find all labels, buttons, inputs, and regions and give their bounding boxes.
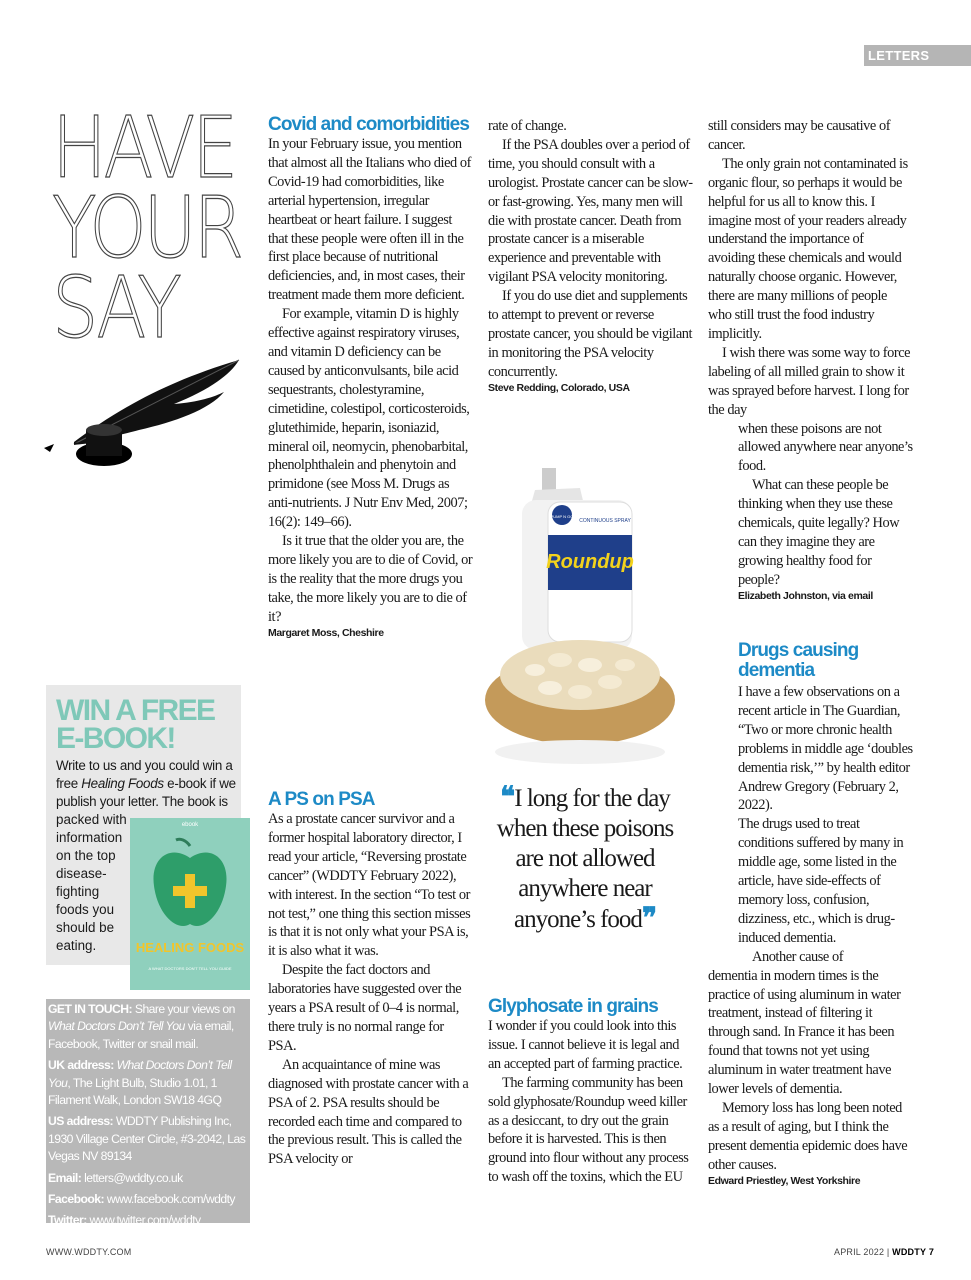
letter-paragraph: dementia in modern times is the practice of using aluminum in water treatment, instead of filtering it through sand. In France it has been found that towns not yet using aluminum in water treatment have lower levels of dementia. xyxy=(708,967,901,1098)
letter-signature: Elizabeth Johnston, via email xyxy=(738,589,873,602)
letter-paragraph: Is it true that the older you are, the more likely you are to die of Covid, or is the reality that the more drugs you take, the more likely you are to die of it? xyxy=(268,533,473,625)
headline-your: YOUR xyxy=(52,179,241,278)
letter-title: Covid and comorbidities xyxy=(268,114,469,135)
letter-paragraph: still considers may be causative of cancer. xyxy=(708,118,891,153)
product-subtitle: CONTINUOUS SPRAY xyxy=(579,518,631,524)
quill-and-inkwell-illustration xyxy=(44,352,244,472)
letter-paragraph: I wish there was some way to force labeling of all milled grain to show it was sprayed before harvest. I long for the day xyxy=(708,344,911,418)
letter-paragraph: For example, vitamin D is highly effective against respiratory viruses, and vitamin D deficiency can be caused by anticonvulsants, bile acid sequestrants, cholestyramine, cimetidine, colestipol, corticosteroids, glutethimide, heparin, isoniazid, mineral oil, neomycin, phenobarbital, phenolphthalein and phenytoin and primidone (see Moss M. Drugs as anti-nutrients. J Nutr Env Med, 2007; 16(2): 149–66). xyxy=(268,306,470,531)
letter-psa-continued xyxy=(488,117,693,395)
letter-paragraph: The farming community has been sold glyphosate/Roundup weed killer as a desiccant, to dry out the grain before it is harvested. This is then ground into flour without any process to wash off the toxins, which the EU xyxy=(488,1074,689,1186)
letter-paragraph: I wonder if you could look into this issue. I cannot believe it is legal and an accepted part of farming practice. xyxy=(488,1018,683,1072)
get-in-touch: GET IN TOUCH: Share your views on What Doctors Don’t Tell You via email, Facebook, Twitter or snail mail. xyxy=(48,1002,235,1051)
email-link[interactable]: Email: letters@wddty.co.uk xyxy=(48,1170,183,1185)
roundup-product-image xyxy=(480,460,680,770)
pull-quote xyxy=(485,783,685,935)
twitter-link[interactable]: Twitter: www.twitter.com/wddty xyxy=(48,1213,201,1228)
healing-foods-ebook-cover xyxy=(130,818,250,990)
letter-paragraph: In your February issue, you mention that almost all the Italians who died of Covid-19 had comorbidities, like arterial hypertension, irregular heartbeat or heart failure. I suggest that these people were often ill in the first place because of nutritional deficiencies, and, in most cases, their treatment made them more deficient. xyxy=(268,136,472,304)
letter-signature: Edward Priestley, West Yorkshire xyxy=(708,1174,861,1187)
letter-title: Drugs causing dementia xyxy=(738,640,859,681)
pull-quote-text: I long for the day when these poisons are not allowed anywhere near anyone’s food xyxy=(496,785,674,933)
close-quote-icon: ❞ xyxy=(641,903,657,934)
letter-signature: Steve Redding, Colorado, USA xyxy=(488,381,630,394)
footer-page-info: APRIL 2022 | WDDTY 7 xyxy=(834,1247,935,1257)
section-tag: LETTERS xyxy=(864,45,971,66)
book-title: HEALING FOODS xyxy=(135,940,245,955)
letter-glyphosate xyxy=(488,997,693,1187)
letter-covid xyxy=(268,115,473,640)
letter-paragraph: I have a few observations on a recent article in The Guardian, “Two or more chronic health problems in middle age ‘doubles dementia risk,’” by health editor Andrew Gregory (February 2, 2022). xyxy=(738,684,913,814)
letter-psa xyxy=(268,790,473,1169)
headline-say: SAY xyxy=(52,259,179,358)
letter-paragraph: What can these people be thinking when they use these chemicals, quite legally? How can they imagine they are growing healthy food for people? xyxy=(738,477,900,588)
apple-plus-icon xyxy=(150,836,230,936)
headline-have: HAVE xyxy=(52,99,235,198)
uk-address: UK address: What Doctors Don’t Tell You, The Light Bulb, Studio 1.01, 1 Filament Walk, London SW18 4GQ xyxy=(48,1058,232,1108)
footer-website: WWW.WDDTY.COM xyxy=(46,1247,132,1257)
letter-paragraph: The only grain not contaminated is organic flour, so perhaps it would be helpful for us all to know this. I imagine most of your readers already understand the importance of avoiding these chemicals and would naturally choose organic. However, there are many millions of people who still trust the food industry implicitly. xyxy=(708,155,908,342)
letter-paragraph: As a prostate cancer survivor and a former hospital laboratory director, I read your article, “Reversing prostate cancer” (WDDTY February 2022), with interest. In the section “To test or not test,” one thing this section misses is that it is not only what your PSA is, it is also what it was. xyxy=(268,811,471,960)
book-label: ebook xyxy=(181,822,199,828)
open-quote-icon: ❝ xyxy=(500,782,515,813)
letter-dementia xyxy=(708,641,913,1188)
letter-glyphosate-continued xyxy=(708,117,913,603)
us-address: US address: WDDTY Publishing Inc, 1930 Village Center Circle, #3-2042, Las Vegas NV 89134 xyxy=(48,1114,246,1164)
book-subtitle: A WHAT DOCTORS DON'T TELL YOU GUIDE xyxy=(148,966,232,971)
letter-paragraph: when these poisons are not allowed anywhere near anyone’s food. xyxy=(738,420,913,475)
promo-text: Write to us and you could win a free Healing Foods e-book if we publish your letter. The book is xyxy=(56,758,236,809)
letter-paragraph: Another cause of xyxy=(752,948,844,965)
facebook-link[interactable]: Facebook: www.facebook.com/wddty xyxy=(48,1192,235,1207)
letter-paragraph: An acquaintance of mine was diagnosed with prostate cancer with a PSA of 2. PSA results should be recorded each time and compared to the previous result. This is called the PSA velocity or xyxy=(268,1056,469,1168)
product-brand: Roundup xyxy=(546,551,634,573)
product-badge: PUMP N GO xyxy=(550,514,574,519)
promo-title: WIN A FREE E-BOOK! xyxy=(56,694,215,755)
letter-signature: Margaret Moss, Cheshire xyxy=(268,626,384,639)
promo-text-narrow: packed with information on the top disease-fighting foods you should be eating. xyxy=(56,812,127,953)
letter-paragraph: Memory loss has long been noted as a result of aging, but I think the present dementia epidemic does have other causes. xyxy=(708,1099,908,1173)
letter-paragraph: Despite the fact doctors and laboratories have suggested over the years a PSA result of 0–4 is normal, there truly is no normal range for PSA. xyxy=(268,962,462,1054)
letter-paragraph: The drugs used to treat conditions suffered by many in middle age, some listed in the article, have side-effects of memory loss, confusion, dizziness, etc., which is drug-induced dementia. xyxy=(738,816,904,946)
letter-title: A PS on PSA xyxy=(268,789,375,810)
letter-title: Glyphosate in grains xyxy=(488,996,658,1017)
contact-info-box xyxy=(46,999,250,1228)
letter-paragraph: rate of change. xyxy=(488,118,567,134)
letter-paragraph: If the PSA doubles over a period of time, you should consult with a urologist. Prostate cancer can be slow- or fast-growing. Yes, many men will die with prostate cancer. Death from prostate cancer is a miserable experience and preventable with vigilant PSA velocity monitoring. xyxy=(488,136,693,286)
letter-paragraph: If you do use diet and supplements to attempt to prevent or reverse prostate cancer, you should be vigilant in monitoring the PSA velocity concurrently. xyxy=(488,288,693,380)
